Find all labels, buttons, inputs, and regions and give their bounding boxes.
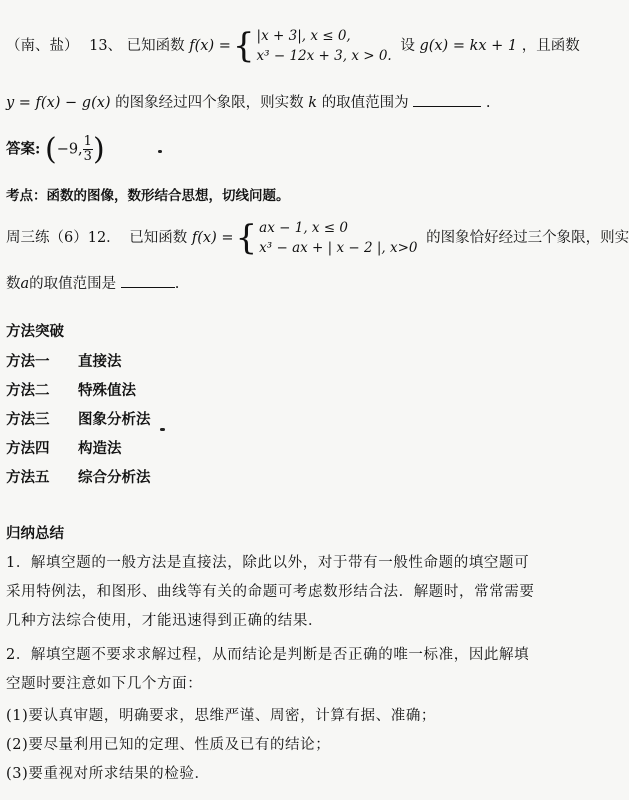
method-desc-5: 综合分析法 bbox=[78, 470, 151, 486]
method-row-4 bbox=[6, 437, 542, 458]
answer-line bbox=[6, 132, 542, 167]
problem1-cases bbox=[257, 26, 392, 66]
methods-title: 方法突破 bbox=[6, 324, 64, 340]
problem1-number: 13、 bbox=[89, 38, 123, 54]
problem1-case2: x³ − 12x + 3, x > 0. bbox=[256, 48, 392, 64]
problem1-gx: g(x) = kx + 1 bbox=[419, 38, 518, 54]
method-desc-2: 特殊值法 bbox=[78, 383, 136, 399]
problem1-case1: |x + 3|, x ≤ 0, bbox=[256, 28, 351, 44]
answer-num: 1 bbox=[83, 134, 92, 149]
method-row-2 bbox=[6, 379, 542, 400]
speck-mark bbox=[158, 150, 162, 153]
problem2-line2-text: 的取值范围是 bbox=[29, 276, 117, 292]
problem2-period: . bbox=[174, 276, 180, 292]
summary-item-1: (1)要认真审题，明确要求，思维严谨、周密，计算有据、准确； bbox=[6, 708, 437, 724]
problem1-lead: 已知函数 bbox=[126, 38, 185, 54]
summary-item-2: (2)要尽量利用已知的定理、性质及已有的结论； bbox=[6, 737, 331, 753]
summary-item-3: (3)要重视对所求结果的检验． bbox=[6, 766, 210, 782]
method-row-3 bbox=[6, 408, 542, 429]
method-name-3: 方法三 bbox=[6, 412, 50, 428]
problem2-fx: f(x) = bbox=[191, 230, 234, 246]
problem2-line2 bbox=[6, 272, 542, 293]
method-row-5 bbox=[6, 466, 542, 487]
problem1-fx: f(x) = bbox=[189, 38, 231, 54]
problem1-line2-text: 的图象经过四个象限，则实数 bbox=[115, 95, 304, 111]
method-desc-4: 构造法 bbox=[78, 441, 122, 457]
brace-icon: { bbox=[235, 218, 258, 258]
method-desc-3: 图象分析法 bbox=[78, 412, 151, 428]
answer-value: −9, bbox=[56, 141, 83, 158]
answer-blank bbox=[413, 106, 481, 107]
problem2-a: a bbox=[20, 276, 30, 292]
problem1-period: . bbox=[485, 95, 491, 111]
paren-close: ) bbox=[92, 132, 105, 167]
method-name-4: 方法四 bbox=[6, 441, 50, 457]
problem2-case2: x³ − ax + | x − 2 |, x>0 bbox=[259, 240, 418, 256]
kaodian: 考点：函数的图像，数形结合思想，切线问题。 bbox=[6, 188, 290, 204]
summary-paragraph-1: 1．解填空题的一般方法是直接法，除此以外，对于带有一般性命题的填空题可采用特例法，和图形、曲线等有关的命题可考虑数形结合法．解题时，常常需要几种方法综合使用，才能迅速得到正确的结果． bbox=[6, 555, 535, 629]
problem1-k: k bbox=[308, 95, 318, 111]
problem2-case1: ax − 1, x ≤ 0 bbox=[259, 220, 348, 236]
problem2-line1 bbox=[6, 218, 629, 258]
problem1-line2 bbox=[6, 91, 542, 112]
paren-open: ( bbox=[44, 132, 57, 167]
speck-mark bbox=[160, 428, 165, 431]
problem1-mid: 设 bbox=[400, 38, 415, 54]
problem2-piecewise bbox=[192, 218, 418, 258]
method-row-1 bbox=[6, 350, 542, 371]
method-name-1: 方法一 bbox=[6, 354, 50, 370]
method-desc-1: 直接法 bbox=[78, 354, 122, 370]
method-name-5: 方法五 bbox=[6, 470, 50, 486]
problem2-tail: 的图象恰好经过三个象限，则实 bbox=[426, 230, 629, 246]
problem1-piecewise bbox=[189, 26, 391, 66]
problem1-expr: y = f(x) − g(x) bbox=[6, 95, 111, 111]
problem1-line1 bbox=[6, 26, 580, 66]
answer-den: 3 bbox=[83, 149, 92, 164]
method-name-2: 方法二 bbox=[6, 383, 50, 399]
summary-title: 归纳总结 bbox=[6, 526, 64, 542]
problem2-pre: 数 bbox=[6, 276, 21, 292]
problem1-line2-end: 的取值范围为 bbox=[321, 95, 409, 111]
summary-paragraph-2: 2．解填空题不要求求解过程，从而结论是判断是否正确的唯一标准，因此解填空题时要注意如下几个方面： bbox=[6, 647, 530, 692]
answer-blank bbox=[121, 287, 175, 288]
problem2-cases bbox=[259, 218, 417, 258]
problem2-source: 周三练（6）12． bbox=[6, 230, 121, 246]
problem2-lead: 已知函数 bbox=[129, 230, 188, 246]
answer-fraction bbox=[83, 135, 93, 164]
brace-icon: { bbox=[232, 26, 255, 66]
answer-label: 答案: bbox=[6, 140, 41, 158]
problem1-tail: ，且函数 bbox=[521, 38, 580, 54]
problem1-source: （南、盐） bbox=[6, 38, 79, 54]
